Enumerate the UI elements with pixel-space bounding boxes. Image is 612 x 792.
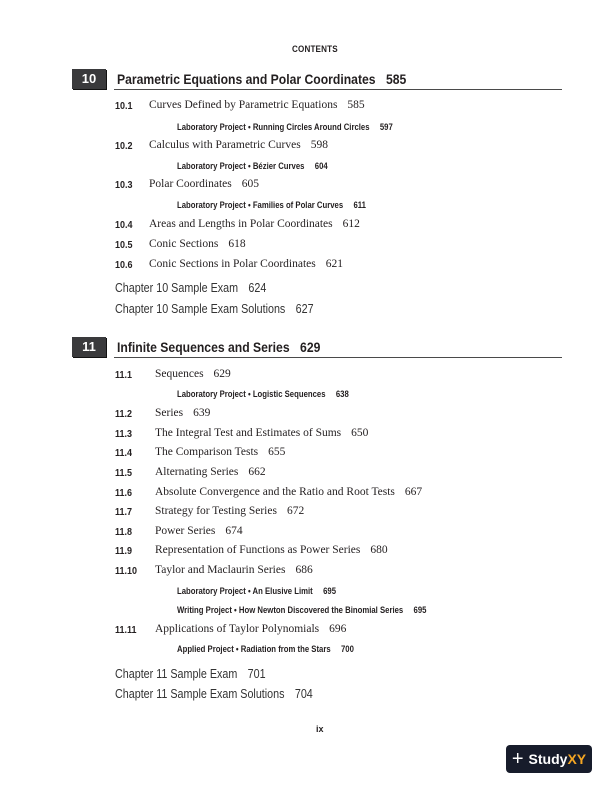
chapter-heading [117,339,320,355]
section-title: The Comparison Tests 655 [155,446,286,458]
section-number: 11.8 [115,527,133,538]
section-title: Calculus with Parametric Curves 598 [149,139,328,151]
section-title: The Integral Test and Estimates of Sums 650 [155,427,369,439]
section-title: Sequences 629 [155,368,231,380]
exam-page: 627 [295,302,314,316]
chapter-title: Infinite Sequences and Series [117,339,290,355]
section-page: 674 [225,525,243,537]
section-number: 10.4 [115,220,133,231]
chapter-rule [114,357,562,358]
studyxy-badge[interactable] [506,745,592,773]
section-title: Areas and Lengths in Polar Coordinates 612 [149,218,360,230]
section-page: 612 [342,218,360,230]
chapter-rule [114,89,562,90]
section-page: 667 [404,486,423,498]
section-number: 10.1 [115,101,133,112]
chapter-title: Parametric Equations and Polar Coordinates [117,71,376,87]
section-number: 11.3 [115,429,133,440]
section-title: Taylor and Maclaurin Series 686 [155,564,313,576]
project-entry: Laboratory Project • An Elusive Limit 695 [177,586,337,596]
project-page: 695 [413,605,427,615]
section-number: 11.2 [115,409,133,420]
section-number: 10.6 [115,260,133,271]
section-page: 585 [347,99,365,111]
exam-entry: Chapter 11 Sample Exam 701 [115,667,266,681]
section-page: 680 [370,544,388,556]
section-number: 10.3 [115,180,133,191]
section-title: Polar Coordinates 605 [149,178,259,190]
plus-icon: + [511,748,524,770]
exam-entry: Chapter 10 Sample Exam Solutions 627 [115,302,314,316]
chapter-page: 585 [385,71,407,87]
section-page: 672 [286,505,305,517]
section-number: 11.11 [115,625,137,636]
exam-page: 701 [247,667,266,681]
chapter-number: 11 [72,337,106,357]
exam-entry: Chapter 11 Sample Exam Solutions 704 [115,687,313,701]
project-entry: Laboratory Project • Families of Polar Curves 611 [177,200,366,210]
section-number: 11.5 [115,468,133,479]
section-page: 662 [248,466,266,478]
section-title: Conic Sections in Polar Coordinates 621 [149,258,343,270]
section-title: Power Series 674 [155,525,243,537]
section-title: Conic Sections 618 [149,238,246,250]
section-page: 618 [228,238,246,250]
section-number: 10.5 [115,240,133,251]
section-title: Applications of Taylor Polynomials 696 [155,623,347,635]
section-page: 598 [310,139,328,151]
project-page: 700 [340,644,354,654]
exam-entry: Chapter 10 Sample Exam 624 [115,281,267,295]
section-number: 11.6 [115,488,133,499]
section-title: Strategy for Testing Series 672 [155,505,305,517]
section-page: 639 [193,407,211,419]
project-page: 611 [353,200,366,210]
project-entry: Laboratory Project • Logistic Sequences 638 [177,389,349,399]
section-number: 11.10 [115,566,138,577]
section-number: 11.1 [115,370,133,381]
project-page: 597 [379,122,393,132]
chapter-heading [117,71,406,87]
page-number: ix [316,724,324,734]
exam-page: 624 [248,281,267,295]
section-title: Alternating Series 662 [155,466,266,478]
section-page: 605 [241,178,259,190]
project-entry: Laboratory Project • Bézier Curves 604 [177,161,328,171]
project-page: 604 [314,161,328,171]
exam-page: 704 [294,687,313,701]
section-number: 11.9 [115,546,133,557]
project-page: 638 [335,389,349,399]
page-header: CONTENTS [292,44,338,55]
section-title: Representation of Functions as Power Series 680 [155,544,388,556]
section-number: 11.4 [115,448,133,459]
section-number: 11.7 [115,507,133,518]
brand-logo: StudyXY [528,751,587,767]
section-title: Absolute Convergence and the Ratio and Root Tests 667 [155,486,423,498]
chapter-page: 629 [300,339,321,355]
section-page: 686 [295,564,313,576]
section-number: 10.2 [115,141,133,152]
project-entry: Writing Project • How Newton Discovered the Binomial Series 695 [177,605,427,615]
project-entry: Applied Project • Radiation from the Stars 700 [177,644,354,654]
project-page: 695 [323,586,337,596]
project-entry: Laboratory Project • Running Circles Around Circles 597 [177,122,393,132]
section-title: Series 639 [155,407,211,419]
section-page: 655 [268,446,286,458]
section-page: 696 [329,623,347,635]
chapter-number: 10 [72,69,106,89]
section-page: 621 [325,258,343,270]
section-page: 629 [213,368,231,380]
section-title: Curves Defined by Parametric Equations 585 [149,99,365,111]
section-page: 650 [351,427,369,439]
